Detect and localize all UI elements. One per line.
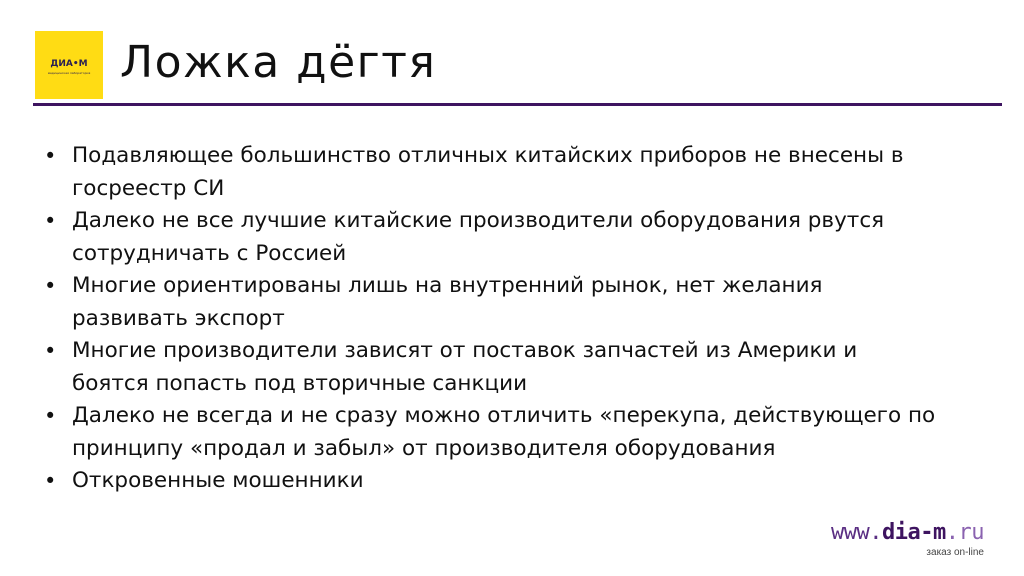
bullet-item xyxy=(44,270,974,335)
bullet-dot: • xyxy=(44,469,57,493)
bullet-text: Далеко не все лучшие китайские производители оборудования рвутся xyxy=(72,208,885,233)
bullet-item xyxy=(44,140,974,205)
url-tld: .ru xyxy=(945,520,984,545)
bullet-item xyxy=(44,465,974,498)
bullet-dot: • xyxy=(44,404,57,428)
bullet-item xyxy=(44,400,974,465)
bullet-text: Многие ориентированы лишь на внутренний рынок, нет желания xyxy=(72,273,823,298)
bullet-text: боятся попасть под вторичные санкции xyxy=(72,370,528,396)
logo-subtitle: медицинская лаборатория xyxy=(47,71,91,75)
bullet-text: госреестр СИ xyxy=(72,175,225,201)
title-divider xyxy=(33,103,1002,106)
logo-text: ДИА•М xyxy=(50,59,88,69)
bullet-text: Многие производители зависят от поставок запчастей из Америки и xyxy=(72,338,858,363)
bullet-text: принципу «продал и забыл» от производителя оборудования xyxy=(72,435,776,461)
footer-tagline: заказ on-line xyxy=(926,547,984,558)
bullet-text: сотрудничать с Россией xyxy=(72,240,347,266)
bullet-list xyxy=(44,140,974,498)
bullet-text: Откровенные мошенники xyxy=(72,468,364,493)
bullet-item xyxy=(44,335,974,400)
bullet-dot: • xyxy=(44,339,57,363)
url-prefix: www. xyxy=(831,520,883,545)
bullet-text: Подавляющее большинство отличных китайских приборов не внесены в xyxy=(72,143,904,168)
url-domain: dia-m xyxy=(882,520,946,545)
bullet-dot: • xyxy=(44,274,57,298)
bullet-item xyxy=(44,205,974,270)
bullet-text: Далеко не всегда и не сразу можно отличить «перекупа, действующего по xyxy=(72,403,936,428)
bullet-dot: • xyxy=(44,144,57,168)
website-url[interactable] xyxy=(831,520,984,546)
slide-title: Ложка дёгтя xyxy=(120,37,437,88)
bullet-dot: • xyxy=(44,209,57,233)
bullet-text: развивать экспорт xyxy=(72,305,285,331)
company-logo xyxy=(35,31,103,99)
